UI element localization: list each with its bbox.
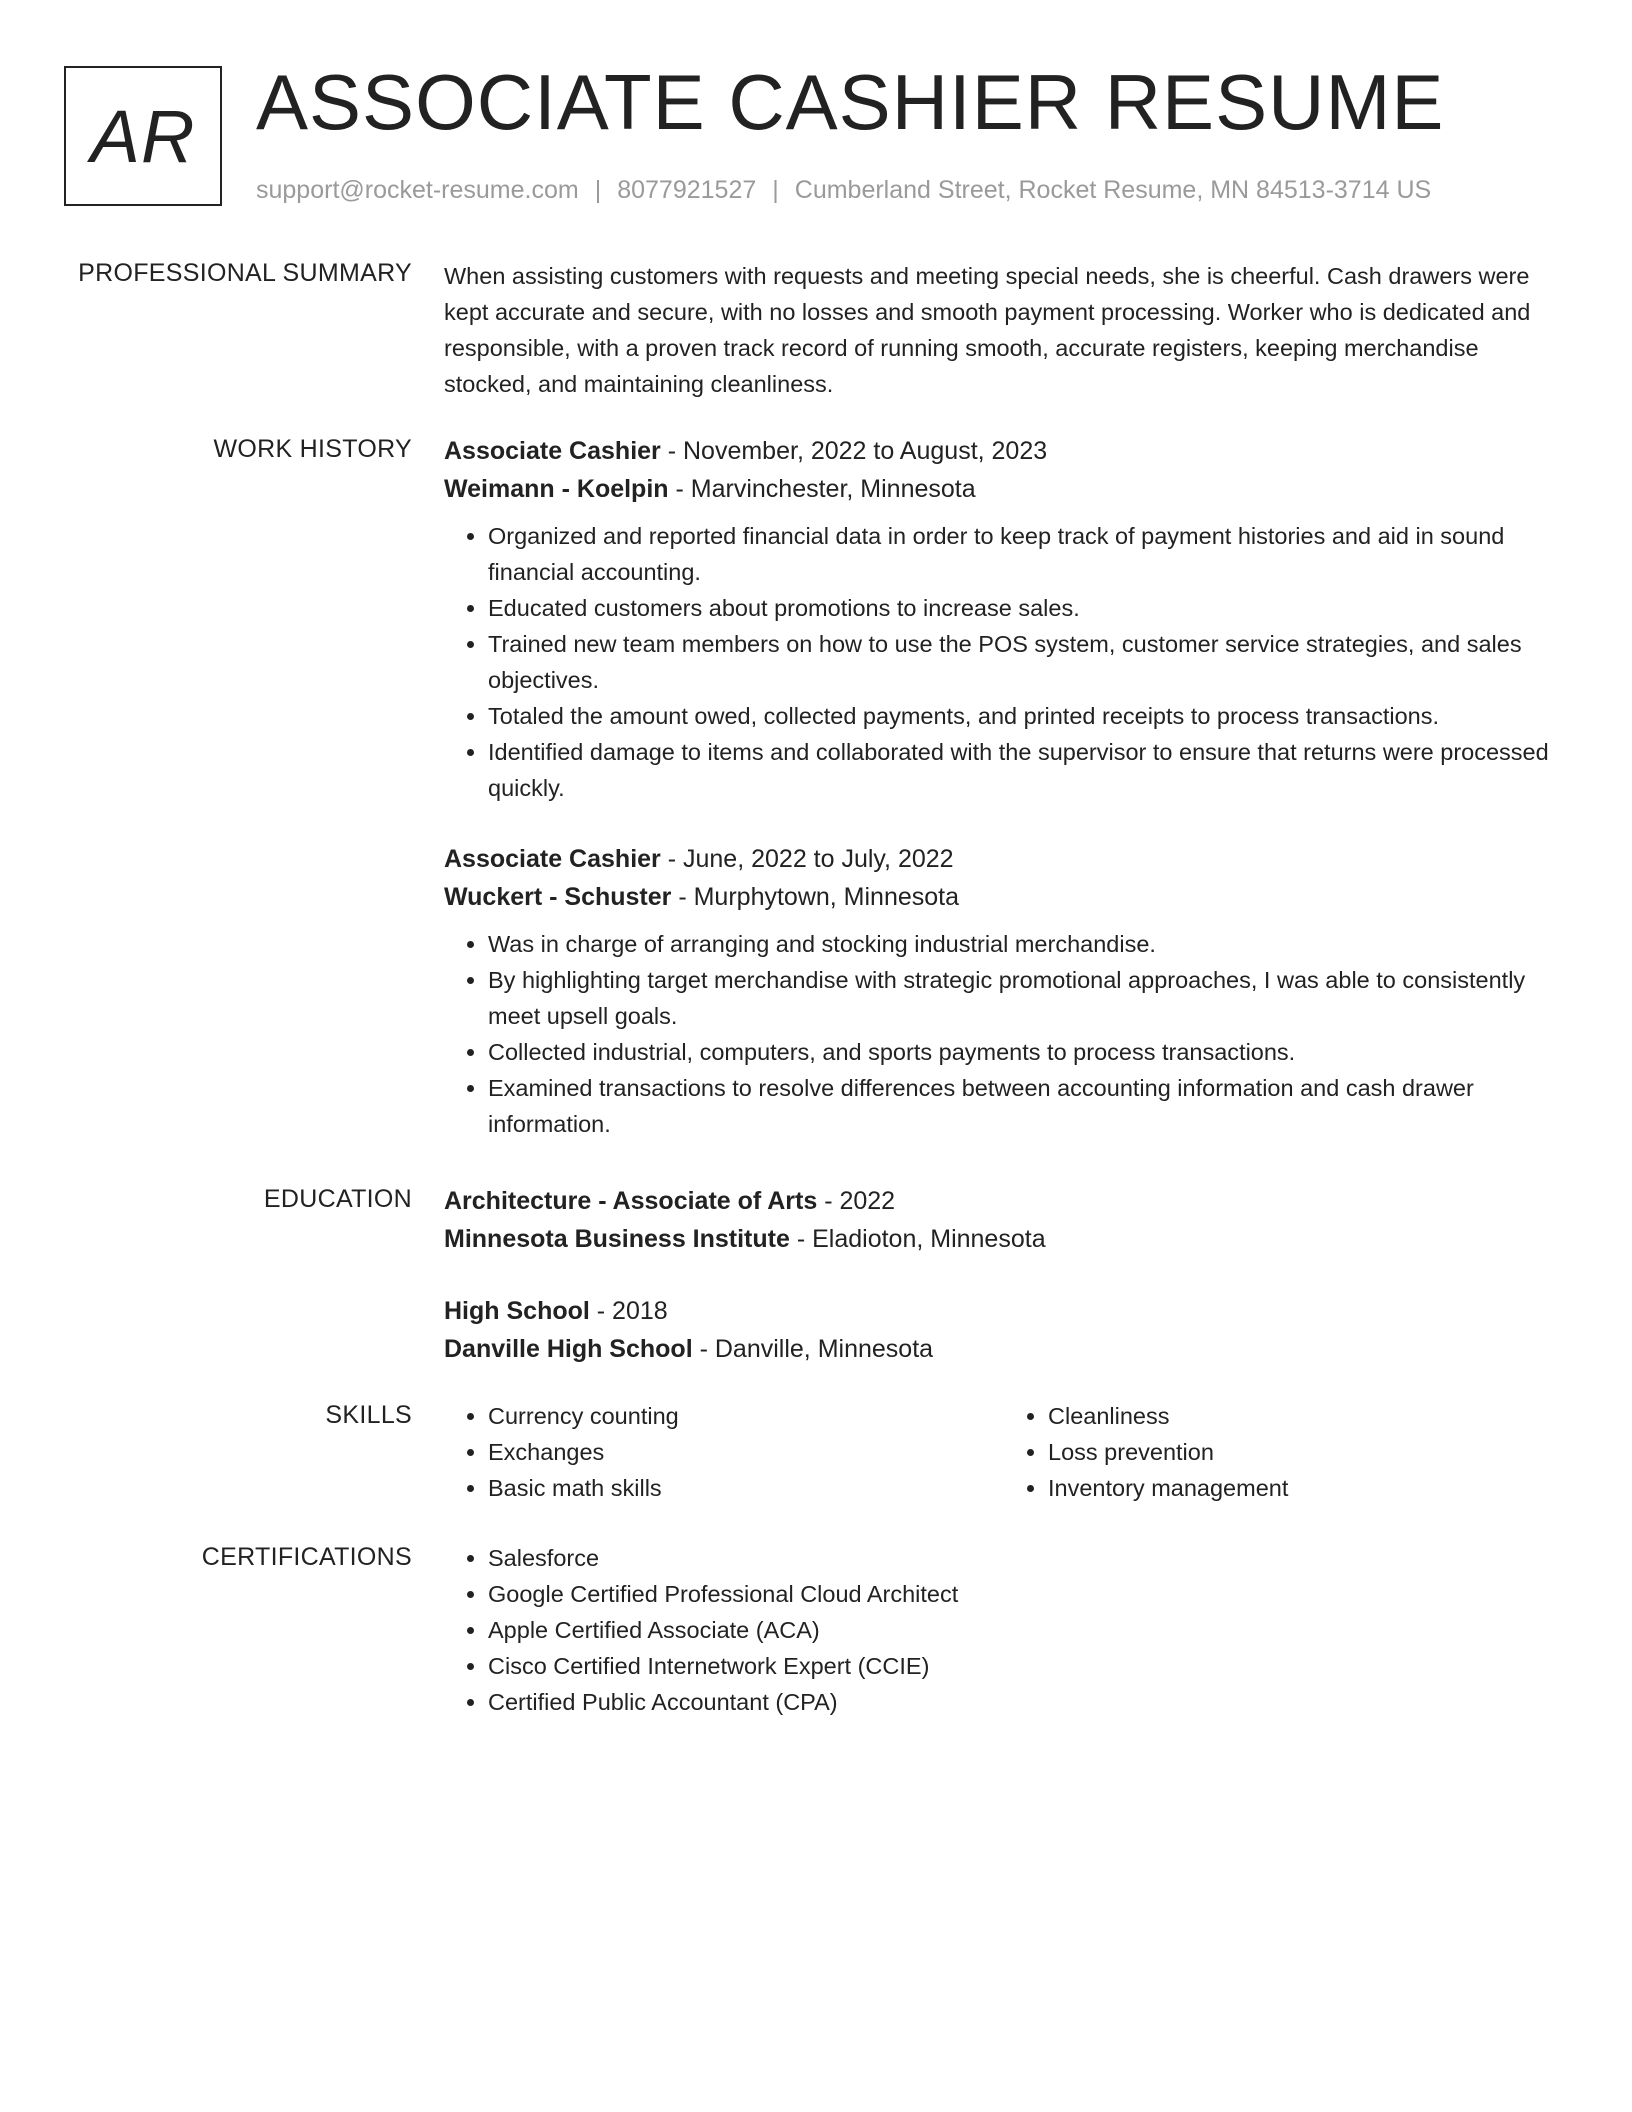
degree-name: Architecture - Associate of Arts	[444, 1187, 818, 1215]
list-item: • Certified Public Accountant (CPA)	[488, 1684, 1564, 1720]
degree-year: - 2022	[817, 1187, 896, 1215]
school-line	[444, 1330, 1564, 1368]
contact-separator: |	[772, 176, 779, 204]
resume-title: ASSOCIATE CASHIER RESUME	[256, 58, 1445, 146]
list-item: • Inventory management	[1048, 1470, 1564, 1506]
summary-heading: PROFESSIONAL SUMMARY	[78, 259, 412, 287]
work-history-body	[444, 432, 1564, 1142]
contact-line	[256, 174, 1431, 206]
job-company-line	[444, 878, 1564, 916]
summary-text: When assisting customers with requests and meeting special needs, she is cheerful. Cash drawers were kept accurate and secure, with no losses and smooth payment processing. Worker who is dedicated and responsible, with a proven track record of running smooth, accurate registers, keeping merchandise stocked, and maintaining cleanliness.	[444, 263, 1531, 397]
job-bullets	[444, 926, 1564, 1142]
summary-body	[444, 258, 1564, 402]
list-item: • Salesforce	[488, 1540, 1564, 1576]
list-item: • Cleanliness	[1048, 1398, 1564, 1434]
list-item: • Identified damage to items and collaborated with the supervisor to ensure that returns were processed quickly.	[488, 734, 1564, 806]
degree-year: - 2018	[589, 1297, 668, 1325]
contact-separator: |	[594, 176, 602, 204]
list-item: • Totaled the amount owed, collected payments, and printed receipts to process transactions.	[488, 698, 1564, 734]
skills-body	[444, 1398, 1564, 1506]
job-location: - Marvinchester, Minnesota	[668, 475, 976, 503]
list-item: • Google Certified Professional Cloud Architect	[488, 1576, 1564, 1612]
contact-phone[interactable]: 8077921527	[617, 176, 757, 204]
list-item: • By highlighting target merchandise with strategic promotional approaches, I was able to consistently meet upsell goals.	[488, 962, 1564, 1034]
contact-address: Cumberland Street, Rocket Resume, MN 84513-3714 US	[794, 176, 1432, 204]
education-entry	[444, 1182, 1564, 1258]
certifications-heading: CERTIFICATIONS	[201, 1543, 412, 1571]
list-item: • Cisco Certified Internetwork Expert (CCIE)	[488, 1648, 1564, 1684]
list-item: • Examined transactions to resolve differences between accounting information and cash drawer information.	[488, 1070, 1564, 1142]
job-role: Associate Cashier	[444, 437, 661, 465]
list-item: • Currency counting	[488, 1398, 1004, 1434]
list-item: • Loss prevention	[1048, 1434, 1564, 1470]
certifications-list	[444, 1540, 1564, 1720]
monogram-initials: AR	[90, 94, 196, 178]
job-entry	[444, 840, 1564, 1142]
job-bullets	[444, 518, 1564, 806]
certifications-body	[444, 1540, 1564, 1720]
degree-line	[444, 1182, 1564, 1220]
job-title-line	[444, 432, 1564, 470]
school-location: - Eladioton, Minnesota	[789, 1225, 1046, 1253]
education-heading: EDUCATION	[263, 1185, 412, 1213]
job-entry	[444, 432, 1564, 806]
list-item: • Collected industrial, computers, and sports payments to process transactions.	[488, 1034, 1564, 1070]
job-company: Weimann - Koelpin	[444, 475, 669, 503]
school-name: Minnesota Business Institute	[444, 1225, 790, 1253]
list-item: • Basic math skills	[488, 1470, 1004, 1506]
job-company-line	[444, 470, 1564, 508]
list-item: • Apple Certified Associate (ACA)	[488, 1612, 1564, 1648]
monogram-box	[64, 66, 222, 206]
skills-list-left	[444, 1398, 1004, 1506]
education-body	[444, 1182, 1564, 1368]
school-name: Danville High School	[444, 1335, 693, 1363]
degree-line	[444, 1292, 1564, 1330]
skills-grid	[444, 1398, 1564, 1506]
school-line	[444, 1220, 1564, 1258]
job-title-line	[444, 840, 1564, 878]
skills-list-right	[1004, 1398, 1564, 1506]
list-item: • Educated customers about promotions to increase sales.	[488, 590, 1564, 626]
job-dates: - November, 2022 to August, 2023	[660, 437, 1048, 465]
job-company: Wuckert - Schuster	[444, 883, 672, 911]
list-item: • Organized and reported financial data in order to keep track of payment histories and aid in sound financial accounting.	[488, 518, 1564, 590]
list-item: • Was in charge of arranging and stocking industrial merchandise.	[488, 926, 1564, 962]
list-item: • Trained new team members on how to use the POS system, customer service strategies, and sales objectives.	[488, 626, 1564, 698]
skills-heading: SKILLS	[325, 1401, 412, 1429]
school-location: - Danville, Minnesota	[692, 1335, 934, 1363]
education-entry	[444, 1292, 1564, 1368]
contact-email[interactable]: support@rocket-resume.com	[256, 176, 579, 204]
job-location: - Murphytown, Minnesota	[671, 883, 960, 911]
degree-name: High School	[444, 1297, 590, 1325]
list-item: • Exchanges	[488, 1434, 1004, 1470]
job-role: Associate Cashier	[444, 845, 661, 873]
job-dates: - June, 2022 to July, 2022	[660, 845, 954, 873]
work-history-heading: WORK HISTORY	[213, 435, 412, 463]
